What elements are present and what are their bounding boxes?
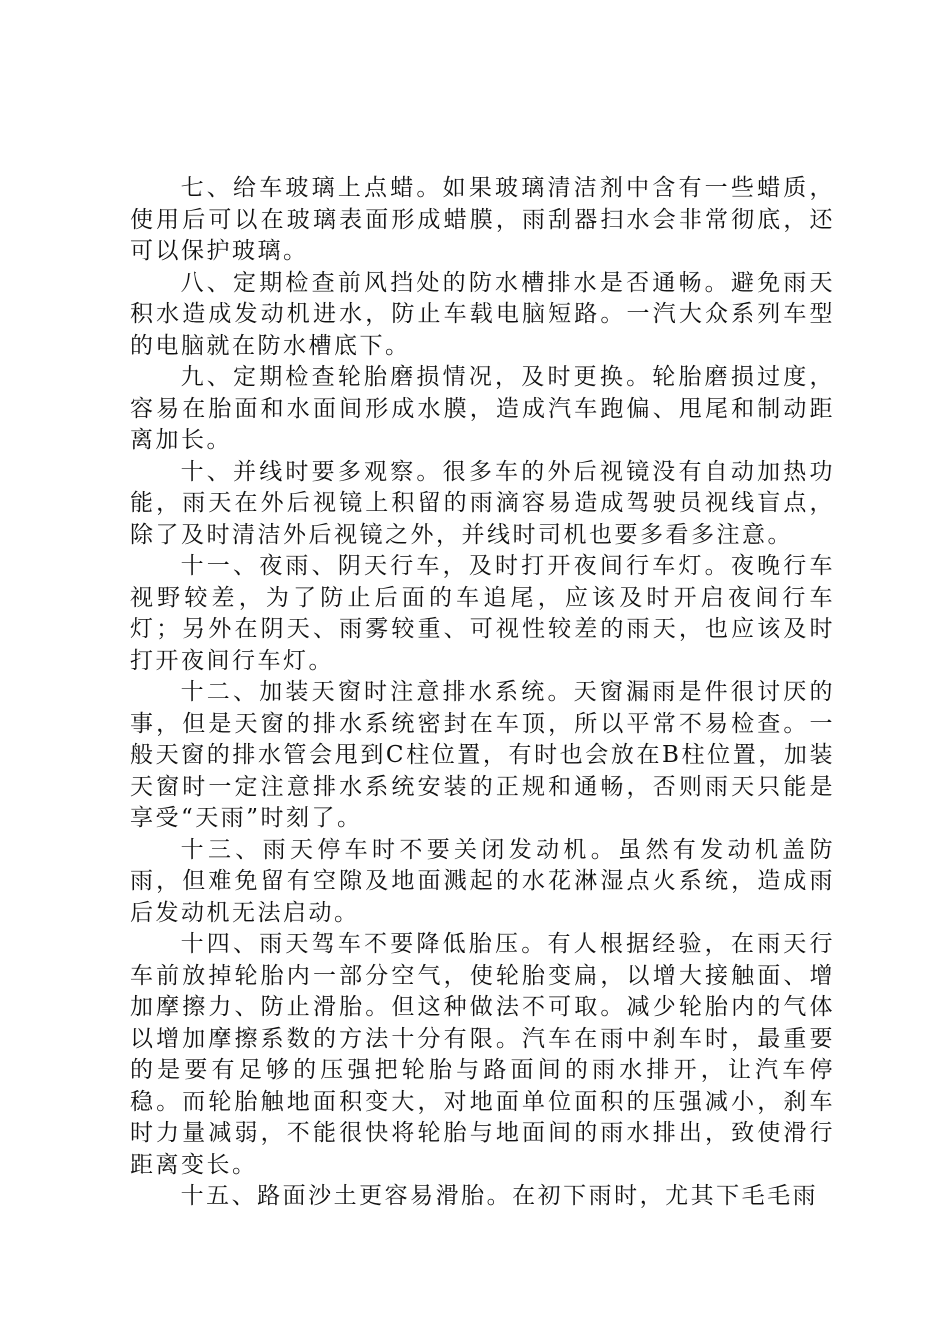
body-text	[130, 173, 835, 1213]
paragraph-tip-7: 七、给车玻璃上点蜡。如果玻璃清洁剂中含有一些蜡质，使用后可以在玻璃表面形成蜡膜，雨刮器扫水会非常彻底，还可以保护玻璃。	[130, 175, 835, 264]
paragraph-tip-11: 十一、夜雨、阴天行车，及时打开夜间行车灯。夜晚行车视野较差，为了防止后面的车追尾，应该及时开启夜间行车灯；另外在阴天、雨雾较重、可视性较差的雨天，也应该及时打开夜间行车灯。	[130, 553, 835, 674]
paragraph-tip-9: 九、定期检查轮胎磨损情况，及时更换。轮胎磨损过度，容易在胎面和水面间形成水膜，造成汽车跑偏、甩尾和制动距离加长。	[130, 364, 835, 453]
paragraph-tip-10: 十、并线时要多观察。很多车的外后视镜没有自动加热功能，雨天在外后视镜上积留的雨滴容易造成驾驶员视线盲点，除了及时清洁外后视镜之外，并线时司机也要多看多注意。	[130, 458, 835, 548]
paragraph-tip-12: 十二、加装天窗时注意排水系统。天窗漏雨是件很讨厌的事，但是天窗的排水系统密封在车顶，所以平常不易检查。一般天窗的排水管会甩到C柱位置，有时也会放在B柱位置，加装天窗时一定注意排水系统安装的正规和通畅，否则雨天只能是享受“天雨”时刻了。	[130, 679, 835, 831]
paragraph-tip-15: 十五、路面沙土更容易滑胎。在初下雨时，尤其下毛毛雨	[180, 1183, 819, 1209]
paragraph-tip-13: 十三、雨天停车时不要关闭发动机。虽然有发动机盖防雨，但难免留有空隙及地面溅起的水花淋湿点火系统，造成雨后发动机无法启动。	[130, 836, 835, 926]
paragraph-tip-8: 八、定期检查前风挡处的防水槽排水是否通畅。避免雨天积水造成发动机进水，防止车载电脑短路。一汽大众系列车型的电脑就在防水槽底下。	[130, 269, 835, 359]
paragraph-tip-14: 十四、雨天驾车不要降低胎压。有人根据经验，在雨天行车前放掉轮胎内一部分空气，使轮胎变扁，以增大接触面、增加摩擦力、防止滑胎。但这种做法不可取。减少轮胎内的气体以增加摩擦系数的方法十分有限。汽车在雨中刹车时，最重要的是要有足够的压强把轮胎与路面间的雨水排开，让汽车停稳。而轮胎触地面积变大，对地面单位面积的压强减小，刹车时力量减弱，不能很快将轮胎与地面间的雨水排出，致使滑行距离变长。	[130, 931, 835, 1178]
